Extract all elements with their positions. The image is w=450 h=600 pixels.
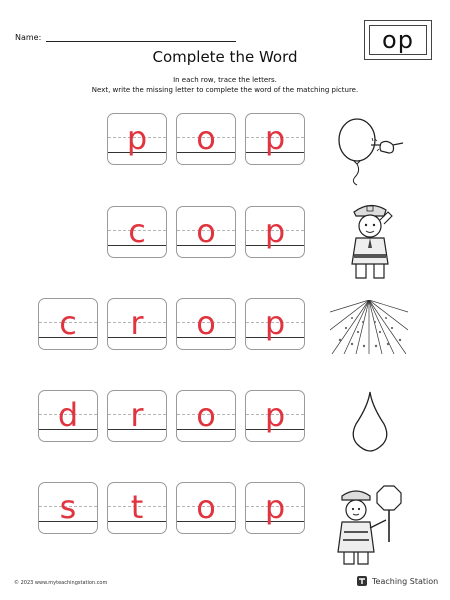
letter-tile[interactable] [107,298,167,350]
trace-letter: o [196,119,216,157]
page-title: Complete the Word [152,48,298,66]
water-drop-picture [350,390,390,452]
letter-tile[interactable] [245,390,305,442]
copyright-text: © 2023 www.myteachingstation.com [14,580,108,586]
letter-tile[interactable] [107,390,167,442]
trace-letter: p [126,119,148,157]
letter-tile[interactable] [107,113,167,165]
teaching-station-logo-icon [356,575,368,587]
letter-tile[interactable] [176,390,236,442]
instruction-line-1: In each row, trace the letters. [173,76,277,84]
letter-tile[interactable] [245,113,305,165]
letter-tile[interactable] [176,298,236,350]
trace-letter: c [128,212,146,250]
crop-field-picture [330,300,408,354]
letter-tile[interactable] [245,482,305,534]
trace-letter: t [130,488,144,526]
letter-tile[interactable] [176,113,236,165]
name-field[interactable] [46,41,236,42]
stop-sign-worker-picture [334,484,406,566]
balloon-pop-picture [335,115,405,187]
letter-tile[interactable] [176,206,236,258]
trace-letter: d [57,396,79,434]
trace-letter: s [59,488,77,526]
name-label: Name: [15,33,42,42]
letter-tile[interactable] [38,298,98,350]
trace-letter: r [130,304,144,342]
letter-tile[interactable] [245,298,305,350]
brand-logo [356,575,438,587]
police-officer-picture [342,198,398,280]
trace-letter: o [196,396,216,434]
trace-letter: p [264,396,286,434]
trace-letter: p [264,488,286,526]
letter-tile[interactable] [107,482,167,534]
trace-letter: r [130,396,144,434]
trace-letter: o [196,488,216,526]
brand-name: Teaching Station [372,576,439,586]
letter-tile[interactable] [176,482,236,534]
trace-letter: p [264,304,286,342]
trace-letter: o [196,304,216,342]
letter-tile[interactable] [38,482,98,534]
instruction-line-2: Next, write the missing letter to complete the word of the matching picture. [91,86,359,94]
trace-letter: p [264,119,286,157]
trace-letter: o [196,212,216,250]
letter-tile[interactable] [107,206,167,258]
letter-tile[interactable] [38,390,98,442]
trace-letter: p [264,212,286,250]
trace-letter: c [59,304,77,342]
word-family-text: op [369,25,427,55]
letter-tile[interactable] [245,206,305,258]
